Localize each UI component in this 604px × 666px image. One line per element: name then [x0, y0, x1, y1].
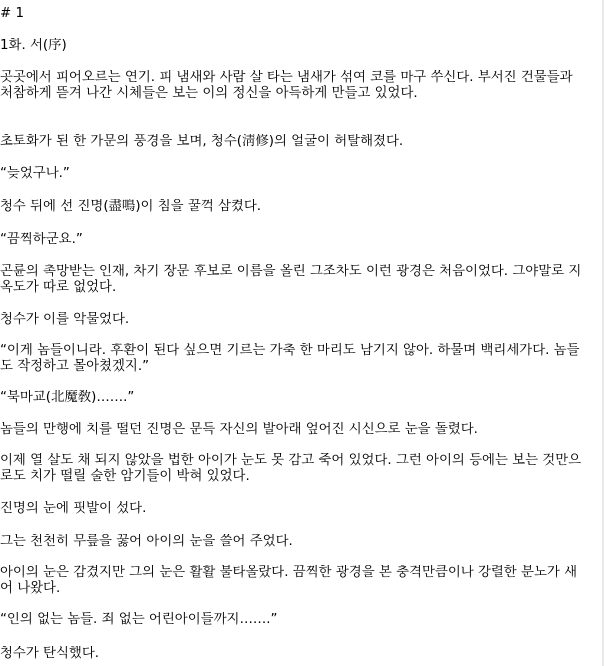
paragraph: 청수 뒤에 선 진명(盡鳴)이 침을 꿀꺽 삼켰다.: [0, 199, 262, 214]
paragraph: 그는 천천히 무릎을 꿇어 아이의 눈을 쓸어 주었다.: [0, 534, 293, 549]
paragraph: 곳곳에서 피어오르는 연기. 피 냄새와 사람 살 타는 냄새가 섞여 코를 마구 쑤신다. 부서진 건물들과 처참하게 뜯겨 나간 시체들은 보는 이의 정신을 아득하게 만들고 있었다.: [0, 70, 577, 101]
chapter-number: # 1: [0, 6, 24, 21]
dialogue-line: “인의 없는 놈들. 죄 없는 어린아이들까지…….”: [0, 612, 278, 627]
paragraph: 초토화가 된 한 가문의 풍경을 보며, 청수(淸修)의 얼굴이 허탈해졌다.: [0, 134, 404, 149]
paragraph: 청수가 이를 악물었다.: [0, 312, 130, 327]
dialogue-line: “늦었구나.”: [0, 166, 70, 181]
dialogue-line: “이게 놈들이니라. 후환이 된다 싶으면 기르는 가축 한 마리도 남기지 않아. 하물며 백리세가다. 놈들도 작정하고 몰아쳤겠지.”: [0, 343, 580, 374]
paragraph: 이제 열 살도 채 되지 않았을 법한 아이가 눈도 못 감고 죽어 있었다. 그런 아이의 등에는 보는 것만으로도 치가 떨릴 술한 암기들이 박혀 있었다.: [0, 453, 582, 484]
chapter-title: 1화. 서(序): [0, 38, 67, 53]
paragraph: 청수가 탄식했다.: [0, 646, 100, 661]
paragraph: 진명의 눈에 핏발이 섰다.: [0, 501, 147, 516]
paragraph: 아이의 눈은 감겼지만 그의 눈은 활활 불타올랐다. 끔찍한 광경을 본 충격만큼이나 강렬한 분노가 새어 나왔다.: [0, 565, 578, 596]
dialogue-line: “끔찍하군요.”: [0, 232, 83, 247]
paragraph: 놈들의 만행에 치를 떨던 진명은 문득 자신의 발아래 엎어진 시신으로 눈을 돌렸다.: [0, 422, 478, 437]
dialogue-line: “북마교(北魔敎)…….”: [0, 390, 135, 405]
paragraph: 곤륜의 촉망받는 인재, 차기 장문 후보로 이름을 올린 그조차도 이런 광경은 처음이었다. 그야말로 지옥도가 따로 없었다.: [0, 264, 582, 295]
